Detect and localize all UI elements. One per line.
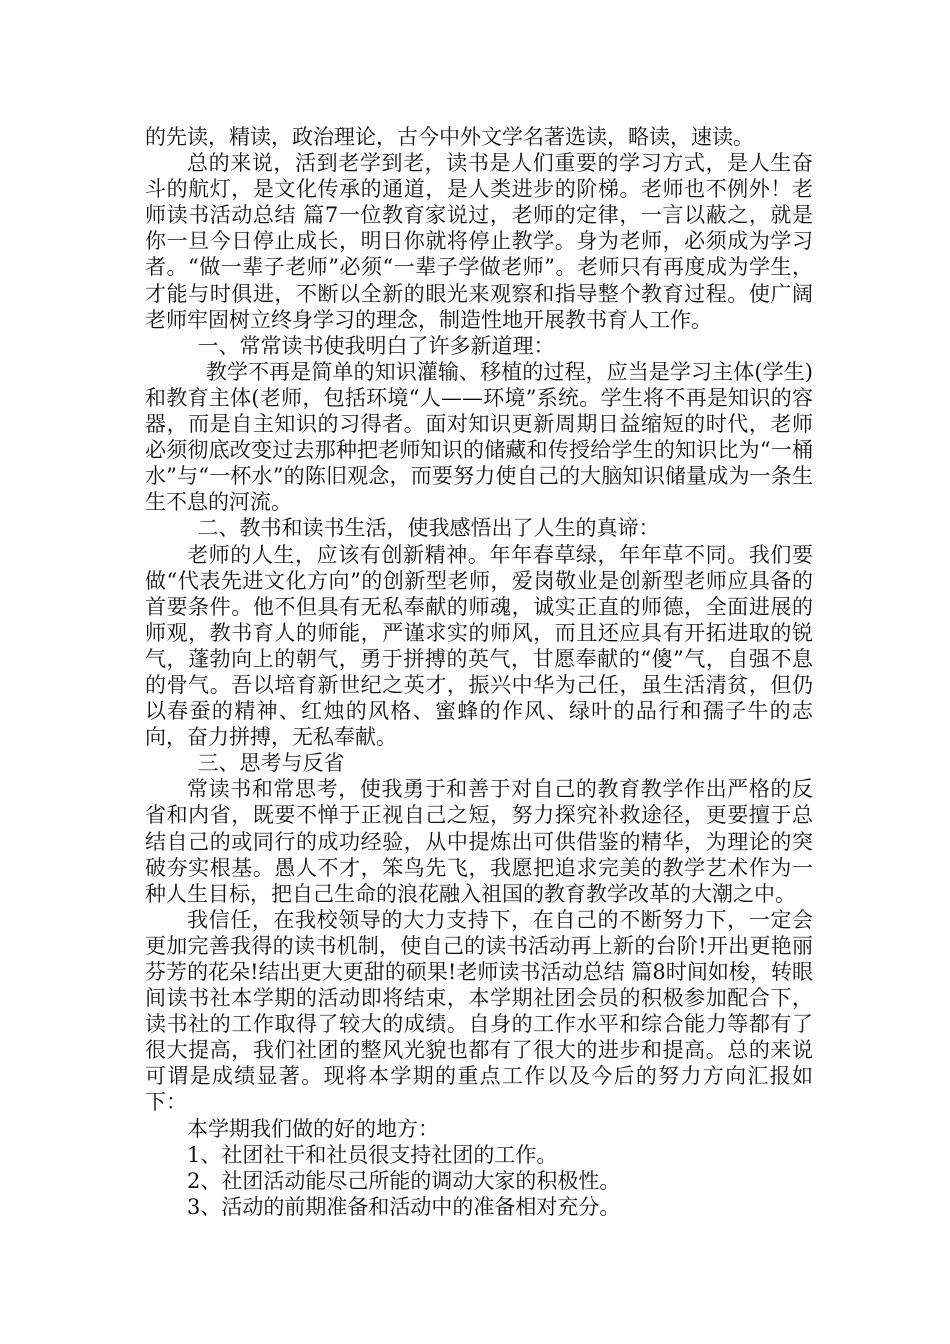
list-intro: 本学期我们做的好的地方：	[187, 1116, 439, 1141]
section-heading-3: 三、思考与反省	[197, 751, 345, 776]
section-heading-1: 一、常常读书使我明白了许多新道理：	[197, 333, 555, 358]
paragraph-summary: 总的来说，活到老学到老，读书是人们重要的学习方式，是人生奋斗的航灯，是文化传承的通道，是人类进步的阶梯。老师也不例外！老师读书活动总结 篇7一位教育家说过，老师的定律，一言以蔽之，就是你一旦今日停止成长，明日你就将停止教学。身为老师，必须成为学习者。“做一辈子老师”必须“一辈子学做老师”。老师只有再度成为学生，才能与时俱进，不断以全新的眼光来观察和指导整个教育过程。使广阔老师牢固树立终身学习的理念，制造性地开展教书育人工作。	[145, 151, 813, 332]
list-item: 2、社团活动能尽己所能的调动大家的积极性。	[187, 1168, 621, 1193]
paragraph-section-1: 教学不再是简单的知识灌输、移植的过程，应当是学习主体(学生)和教育主体(老师，包括环境“人——环境”系统。学生将不再是知识的容器，而是自主知识的习得者。面对知识更新周期日益缩短的时代，老师必须彻底改变过去那种把老师知识的储藏和传授给学生的知识比为“一桶水”与“一杯水”的陈旧观念，而要努力使自己的大脑知识储量成为一条生生不息的河流。	[145, 359, 813, 515]
document-body	[145, 124, 813, 1220]
paragraph-section-3: 常读书和常思考，使我勇于和善于对自己的教育教学作出严格的反省和内省，既要不惮于正视自己之短，努力探究补救途径，更要擅于总结自己的或同行的成功经验，从中提炼出可供借鉴的精华，为理论的突破夯实根基。愚人不才，笨鸟先飞，我愿把追求完美的教学艺术作为一种人生目标，把自己生命的浪花融入祖国的教育教学改革的大潮之中。	[145, 777, 813, 906]
list-item: 3、活动的前期准备和活动中的准备相对充分。	[187, 1194, 621, 1219]
paragraph-conclusion: 我信任，在我校领导的大力支持下，在自己的不断努力下，一定会更加完善我得的读书机制，使自己的读书活动再上新的台阶!开出更艳丽芬芳的花朵!结出更大更甜的硕果!老师读书活动总结 篇8时间如梭，转眼间读书社本学期的活动即将结束，本学期社团会员的积极参加配合下，读书社的工作取得了较大的成绩。自身的工作水平和综合能力等都有了很大提高，我们社团的整风光貌也都有了很大的进步和提高。总的来说可谓是成绩显著。现将本学期的重点工作以及今后的努力方向汇报如下：	[145, 907, 813, 1115]
list-item: 1、社团社干和社员很支持社团的工作。	[187, 1142, 558, 1167]
paragraph-section-2: 老师的人生，应该有创新精神。年年春草绿，年年草不同。我们要做“代表先进文化方向”的创新型老师，爱岗敬业是创新型老师应具备的首要条件。他不但具有无私奉献的师魂，诚实正直的师德，全面进展的师观，教书育人的师能，严谨求实的师风，而且还应具有开拓进取的锐气，蓬勃向上的朝气，勇于拼搏的英气，甘愿奉献的“傻”气，自强不息的骨气。吾以培育新世纪之英才，振兴中华为己任，虽生活清贫，但仍以春蚕的精神、红烛的风格、蜜蜂的作风、绿叶的品行和孺子牛的志向，奋力拼搏，无私奉献。	[145, 542, 813, 750]
paragraph-continuation: 的先读，精读，政治理论，古今中外文学名著选读，略读，速读。	[145, 125, 754, 149]
section-heading-2: 二、教书和读书生活，使我感悟出了人生的真谛：	[197, 516, 660, 541]
